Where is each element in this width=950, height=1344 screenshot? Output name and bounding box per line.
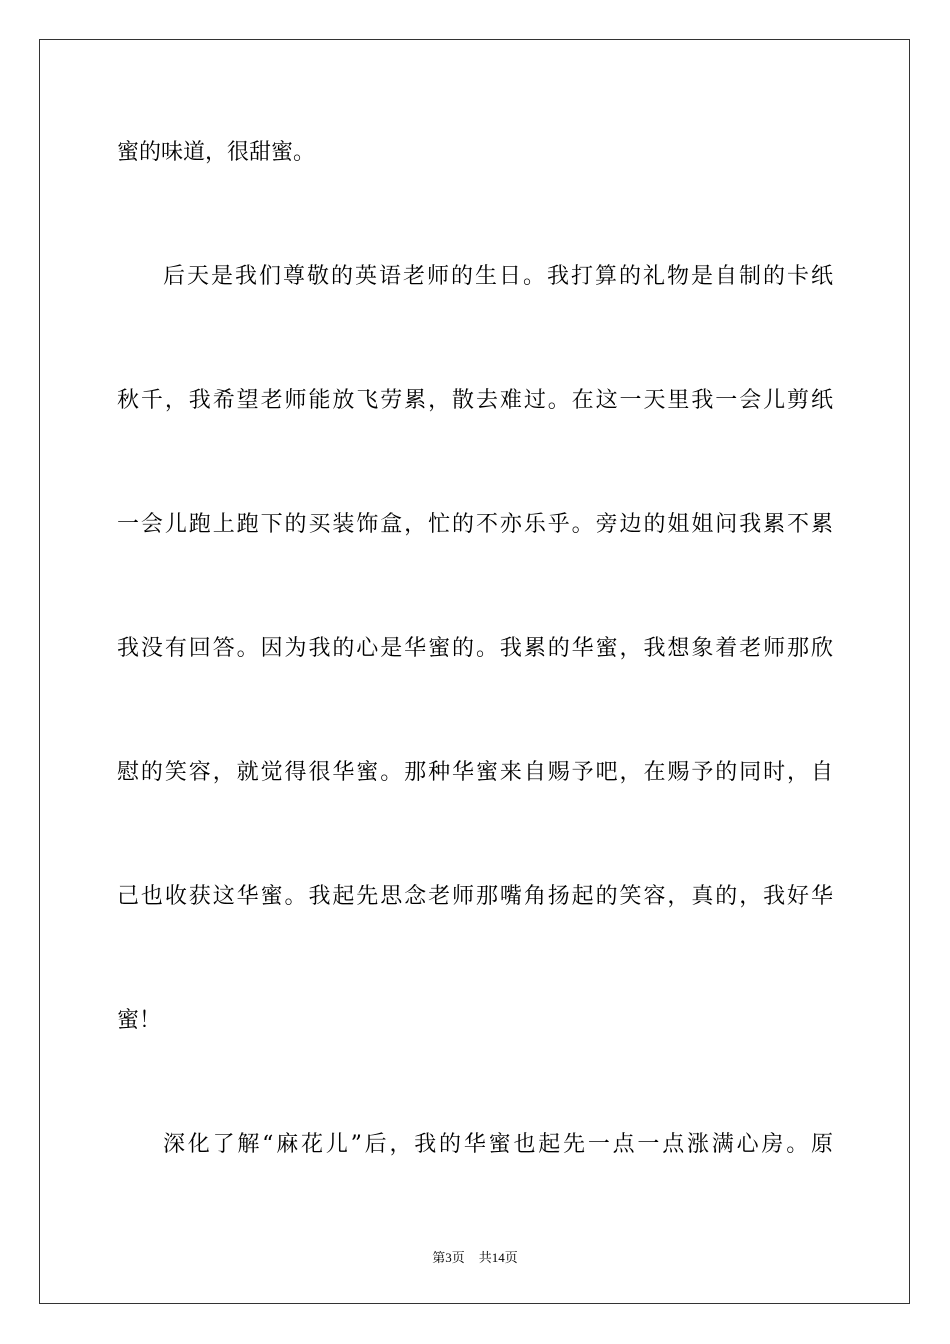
text-line-2: 后天是我们尊敬的英语老师的生日。我打算的礼物是自制的卡纸 — [163, 264, 833, 289]
page-footer — [0, 1249, 950, 1267]
text-line-9: 深化了解“麻花儿”后，我的华蜜也起先一点一点涨满心房。原 — [163, 1132, 833, 1157]
text-line-5: 我没有回答。因为我的心是华蜜的。我累的华蜜，我想象着老师那欣 — [117, 636, 833, 661]
text-line-4: 一会儿跑上跑下的买装饰盒，忙的不亦乐乎。旁边的姐姐问我累不累 — [117, 512, 833, 537]
page-border — [39, 39, 910, 1304]
page-number: 第3页 — [432, 1250, 465, 1265]
text-line-3: 秋千，我希望老师能放飞劳累，散去难过。在这一天里我一会儿剪纸 — [117, 388, 833, 413]
text-line-1: 蜜的味道，很甜蜜。 — [117, 140, 316, 165]
text-line-6: 慰的笑容，就觉得很华蜜。那种华蜜来自赐予吧，在赐予的同时，自 — [117, 760, 833, 785]
page-total: 共14页 — [478, 1250, 518, 1265]
text-line-8: 蜜！ — [117, 1008, 162, 1033]
text-line-7: 己也收获这华蜜。我起先思念老师那嘴角扬起的笑容，真的，我好华 — [117, 884, 833, 909]
